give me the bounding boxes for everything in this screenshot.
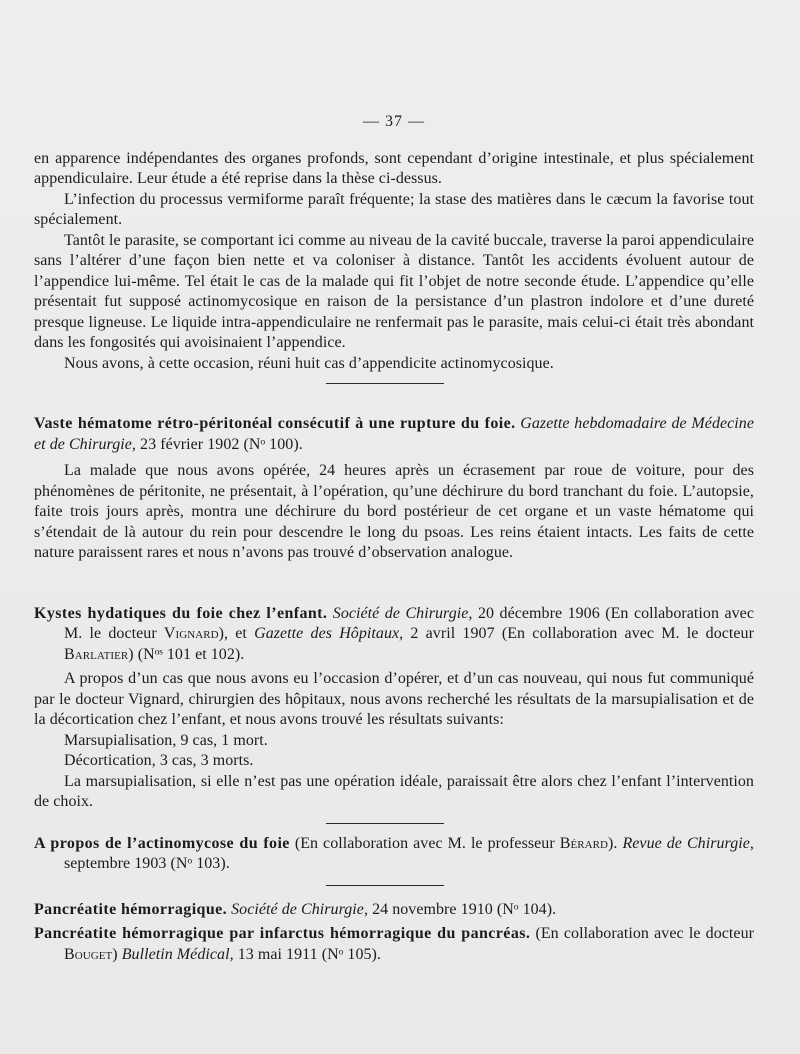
spacer xyxy=(34,564,754,604)
result-line: Décortication, 3 cas, 3 morts. xyxy=(64,752,254,769)
paragraph: Nous avons, à cette occasion, réuni huit cas d’appendicite actinomycosique. xyxy=(64,354,554,372)
entry-actinomycose-foie xyxy=(34,834,754,875)
author-name: Barlatier xyxy=(64,645,129,663)
entry-pancreatite-infarctus xyxy=(34,924,754,965)
entry-title: A propos de l’actinomycose du foie xyxy=(34,834,290,852)
paragraph: La malade que nous avons opérée, 24 heures après un écrasement par roue de voiture, pour des phénomènes de péritonite, ne présentait, à l’opération, qu’une déchirure du bord tranchant du foie. L’autopsie, faite trois jours après, montra une déchirure du bord postérieur de cet organe et un vaste hématome qui s’étendait de là autour du rein pour descendre le long du psoas. Les reins étaient intacts. Les faits de cette nature paraissent rares et nous n’avons pas trouvé d’observation analogue. xyxy=(34,462,754,561)
journal-name: Société de Chirurgie, xyxy=(332,604,473,622)
citation-ref: 24 novembre 1910 (Nᵒ 104). xyxy=(372,900,557,918)
entry-pancreatite xyxy=(34,900,754,921)
author-name: Vignard xyxy=(163,625,219,642)
citation-text: (En collaboration avec M. le professeur xyxy=(294,834,555,852)
journal-name: Gazette des Hôpitaux, xyxy=(254,625,404,642)
result-line: Marsupialisation, 9 cas, 1 mort. xyxy=(64,731,268,749)
separator-rule xyxy=(326,885,444,886)
entry-title: Pancréatite hémorragique par infarctus hémorragique du pancréas. xyxy=(34,925,531,942)
citation-ref: 13 mai 1911 (Nᵒ 105). xyxy=(237,945,381,963)
citation-text: ), et xyxy=(218,625,247,642)
page-number: — 37 — xyxy=(363,113,425,130)
entry-citation xyxy=(34,924,754,965)
separator-rule xyxy=(326,823,444,824)
citation-text: ). xyxy=(608,834,618,852)
author-name: Bérard xyxy=(559,834,608,852)
journal-name: Gazette hebdomadaire de Médecine et de Chirurgie, xyxy=(34,415,754,453)
entry-citation xyxy=(34,604,754,666)
citation-ref: ) (Nᵒˢ 101 et 102). xyxy=(128,645,245,663)
page-content xyxy=(34,112,754,965)
section-actinomycose-appendiculaire xyxy=(34,149,754,375)
citation-text: ) xyxy=(112,945,118,963)
paragraph: Tantôt le parasite, se comportant ici comme au niveau de la cavité buccale, traverse la paroi appendiculaire sans l’altérer d’une façon bien nette et va coloniser à distance. Tantôt les accidents évoluent autour de l’appendice lui-même. Tel était le cas de la malade qui fit l’objet de notre seconde étude. L’appendice qu’elle présentait fut supposé actinomycosique en raison de la persistance d’un plastron indolore et d’une dureté presque ligneuse. Le liquide intra-appendiculaire ne renfermait pas le parasite, mais celui-ci était très abondant dans les fongosités qui avoisinaient l’appendice. xyxy=(34,231,754,351)
entry-title: Kystes hydatiques du foie chez l’enfant. xyxy=(34,604,328,622)
journal-name: Bulletin Médical, xyxy=(121,945,234,963)
entry-title: Vaste hématome rétro-péritonéal consécutif à une rupture du foie. xyxy=(34,415,516,432)
citation-text: (En collaboration avec le docteur xyxy=(535,925,755,942)
paragraph: L’infection du processus vermiforme paraît fréquente; la stase des matières dans le cæcum la favorise tout spécialement. xyxy=(34,190,754,228)
paragraph: en apparence indépendantes des organes profonds, sont cependant d’origine intestinale, et plus spécialement appendiculaire. Leur étude a été reprise dans la thèse ci-dessus. xyxy=(34,149,754,187)
citation-ref: 23 février 1902 (Nᵒ 100). xyxy=(140,435,303,453)
entry-citation xyxy=(34,414,754,455)
entry-citation xyxy=(34,834,754,875)
author-name: Bouget xyxy=(64,945,113,963)
entry-title: Pancréatite hémorragique. xyxy=(34,900,228,918)
entry-hematome xyxy=(34,414,754,564)
separator-rule xyxy=(326,383,444,384)
paragraph: La marsupialisation, si elle n’est pas une opération idéale, paraissait être alors chez l’enfant l’intervention de choix. xyxy=(34,772,754,810)
entry-kystes-hydatiques xyxy=(34,604,754,813)
journal-name: Société de Chirurgie, xyxy=(231,900,368,918)
citation-text: 20 décembre 1906 (En collaboration avec M. le docteur xyxy=(64,604,754,642)
citation-ref: septembre 1903 (Nᵒ 103). xyxy=(64,855,230,872)
journal-name: Revue de Chirurgie, xyxy=(622,834,754,852)
paragraph: A propos d’un cas que nous avons eu l’occasion d’opérer, et d’un cas nouveau, qui nous fut communiqué par le docteur Vignard, chirurgien des hôpitaux, nous avons recherché les résultats de la marsupialisation et de la décortication chez l’enfant, et nous avons trouvé les résultats suivants: xyxy=(34,670,754,728)
citation-text: 2 avril 1907 (En collaboration avec M. le docteur xyxy=(410,625,754,642)
entry-citation xyxy=(34,900,754,921)
